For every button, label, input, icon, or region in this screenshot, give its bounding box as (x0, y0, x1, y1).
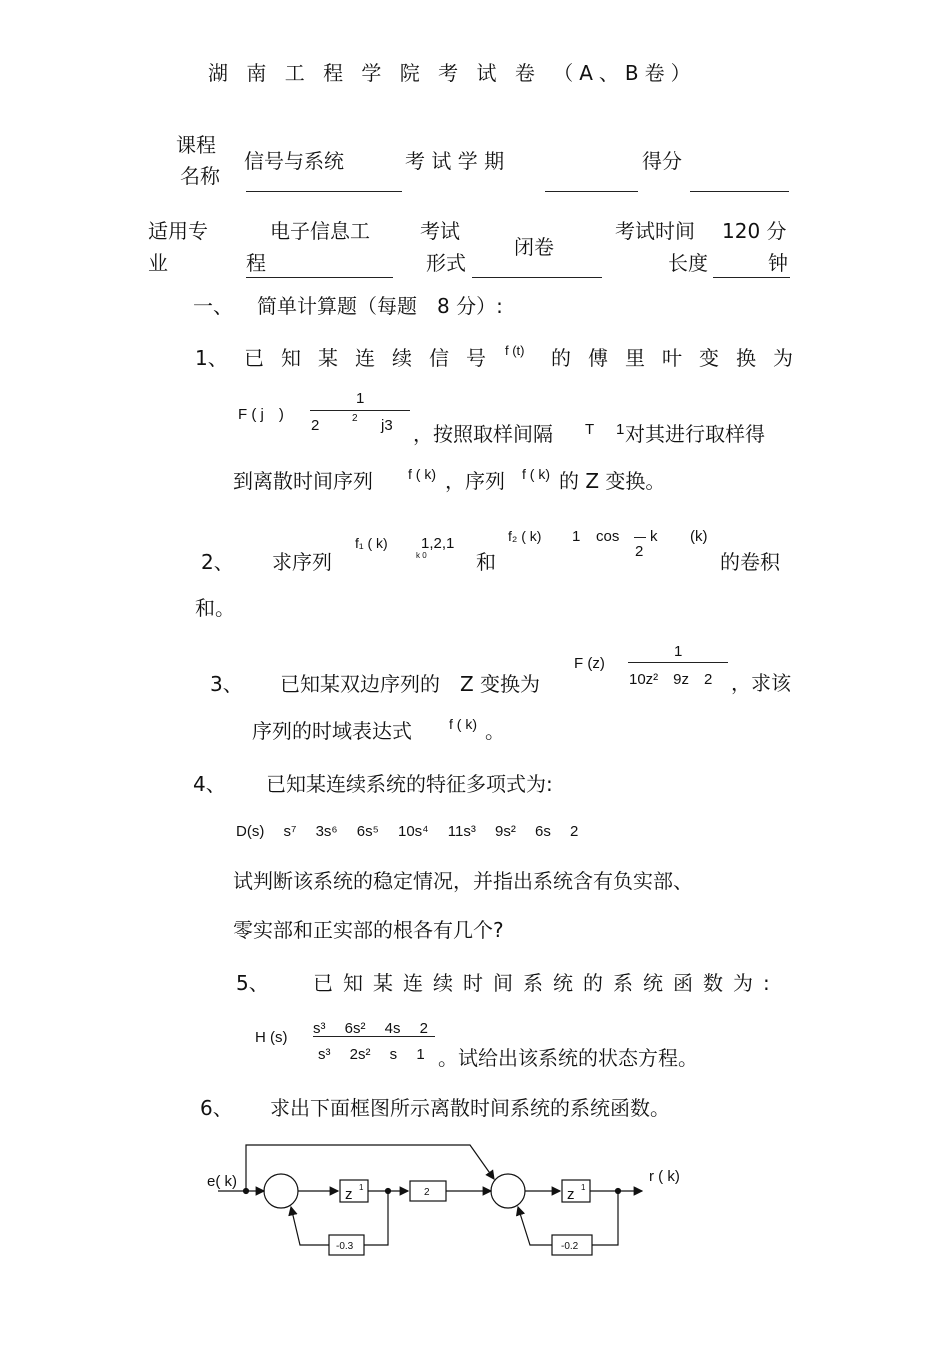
form-label-1: 考试 (420, 219, 460, 243)
q2-k: k (650, 528, 658, 545)
q4-text-c: 零实部和正实部的根各有几个? (233, 918, 504, 942)
form-underline (472, 277, 602, 278)
q1-denom-a: 2 (311, 417, 320, 434)
q1-one: 1 (616, 421, 625, 438)
q3-text-c: 序列的时域表达式 (252, 719, 412, 743)
q1-fk2: f ( k) (522, 466, 550, 482)
q5-text-a: 已知某连续时间系统的系统函数为: (313, 971, 780, 995)
time-value-1: 120 分 (722, 219, 787, 243)
q2-text-b: 和 (476, 550, 496, 574)
diagram-fb1: -0.3 (336, 1241, 354, 1252)
q1-Fj: F ( j ) (238, 406, 284, 423)
q1-text-d: 对其进行取样得 (625, 422, 765, 446)
q1-fk1: f ( k) (408, 466, 436, 482)
q3-text-a: 已知某双边序列的 Z 变换为 (280, 672, 541, 696)
page-title: 湖 南 工 程 学 院 考 试 卷 （A、B卷） (208, 61, 697, 85)
time-label-2: 长度 (668, 251, 708, 275)
section-number: 一、 (193, 294, 233, 318)
q3-Fz: F (z) (574, 655, 605, 672)
q1-ft: f (t) (505, 343, 525, 358)
diagram-input-label: e( k) (207, 1173, 237, 1190)
major-label-1: 适用专 (148, 219, 208, 243)
block-diagram (200, 1135, 700, 1265)
diagram-output-label: r ( k) (649, 1168, 680, 1185)
q4-poly: D(s) s⁷ 3s⁶ 6s⁵ 10s⁴ 11s³ 9s² 6s 2 (236, 823, 579, 840)
q4-text-a: 已知某连续系统的特征多项式为: (266, 772, 553, 796)
q1-frac-line (310, 410, 410, 411)
q5-number: 5、 (236, 971, 269, 995)
q3-numer: 1 (674, 643, 683, 660)
course-underline (246, 191, 402, 192)
score-label: 得分 (642, 149, 682, 173)
course-label-1: 课程 (176, 133, 216, 157)
q5-frac-line (313, 1036, 435, 1037)
q2-f1k: f₁ ( k) (355, 535, 388, 551)
q1-denom-b: j3 (381, 417, 393, 434)
diagram-gain-mid: 2 (424, 1187, 430, 1198)
q2-f2k: f₂ ( k) (508, 528, 542, 544)
q1-denom-sup: 2 (352, 413, 358, 424)
diagram-delay2-sup: 1 (581, 1183, 586, 1192)
q2-eps: (k) (690, 528, 708, 545)
q4-number: 4、 (193, 772, 226, 796)
q5-Hs: H (s) (255, 1029, 288, 1046)
q3-text-b: ，求该 (731, 671, 791, 695)
q1-text-e: 到离散时间序列 (233, 469, 373, 493)
q1-text-c: ，按照取样间隔 (413, 422, 553, 446)
time-label-1: 考试时间 (615, 219, 695, 243)
q1-text-f: ，序列 (445, 469, 505, 493)
q2-one: 1 (572, 528, 581, 545)
section-title: 简单计算题（每题 8 分）: (257, 294, 503, 318)
diagram-delay2: z (567, 1186, 575, 1203)
major-value-1: 电子信息工 (270, 219, 370, 243)
q1-numer: 1 (356, 390, 365, 407)
q1-text-g: 的 Z 变换。 (559, 469, 666, 493)
course-value: 信号与系统 (244, 149, 344, 173)
q2-frac-den: 2 (635, 543, 644, 560)
time-underline (713, 277, 790, 278)
form-label-2: 形式 (426, 251, 466, 275)
diagram-fb2: -0.2 (561, 1241, 579, 1252)
q3-text-d: 。 (485, 719, 505, 743)
q3-denom: 10z² 9z 2 (629, 671, 713, 688)
q5-numer: s³ 6s² 4s 2 (313, 1020, 429, 1037)
q1-number: 1、 (195, 346, 228, 370)
course-label-2: 名称 (180, 164, 220, 188)
q2-seq-sub: k 0 (416, 551, 427, 560)
form-value: 闭卷 (514, 235, 554, 259)
q2-text-c: 的卷积 (720, 550, 780, 574)
major-label-2: 业 (148, 251, 168, 275)
major-underline (246, 277, 393, 278)
q6-number: 6、 (200, 1096, 233, 1120)
diagram-delay1-sup: 1 (359, 1183, 364, 1192)
time-value-2: 钟 (768, 251, 788, 275)
q2-text-a: 求序列 (272, 550, 332, 574)
q1-T: T (585, 421, 595, 438)
q5-denom: s³ 2s² s 1 (318, 1046, 425, 1063)
q2-seq: 1,2,1 (421, 535, 455, 552)
q2-cos: cos (596, 528, 620, 545)
q1-text-a: 已知某连续信号 (244, 346, 503, 370)
q5-text-b: 。试给出该系统的状态方程。 (438, 1046, 698, 1070)
q3-frac-line (628, 662, 728, 663)
q3-number: 3、 (210, 672, 243, 696)
q2-number: 2、 (201, 550, 234, 574)
q3-fk: f ( k) (449, 716, 477, 732)
q6-text-a: 求出下面框图所示离散时间系统的系统函数。 (270, 1096, 670, 1120)
q4-text-b: 试判断该系统的稳定情况，并指出系统含有负实部、 (233, 869, 693, 893)
q2-frac-line (634, 537, 646, 538)
q1-text-b: 的傅里叶变换为 (551, 346, 810, 370)
score-underline (690, 191, 789, 192)
q2-text-d: 和。 (195, 596, 235, 620)
term-underline (545, 191, 638, 192)
term-label: 考 试 学 期 (405, 149, 505, 173)
diagram-delay1: z (345, 1186, 353, 1203)
major-value-2: 程 (246, 251, 266, 275)
